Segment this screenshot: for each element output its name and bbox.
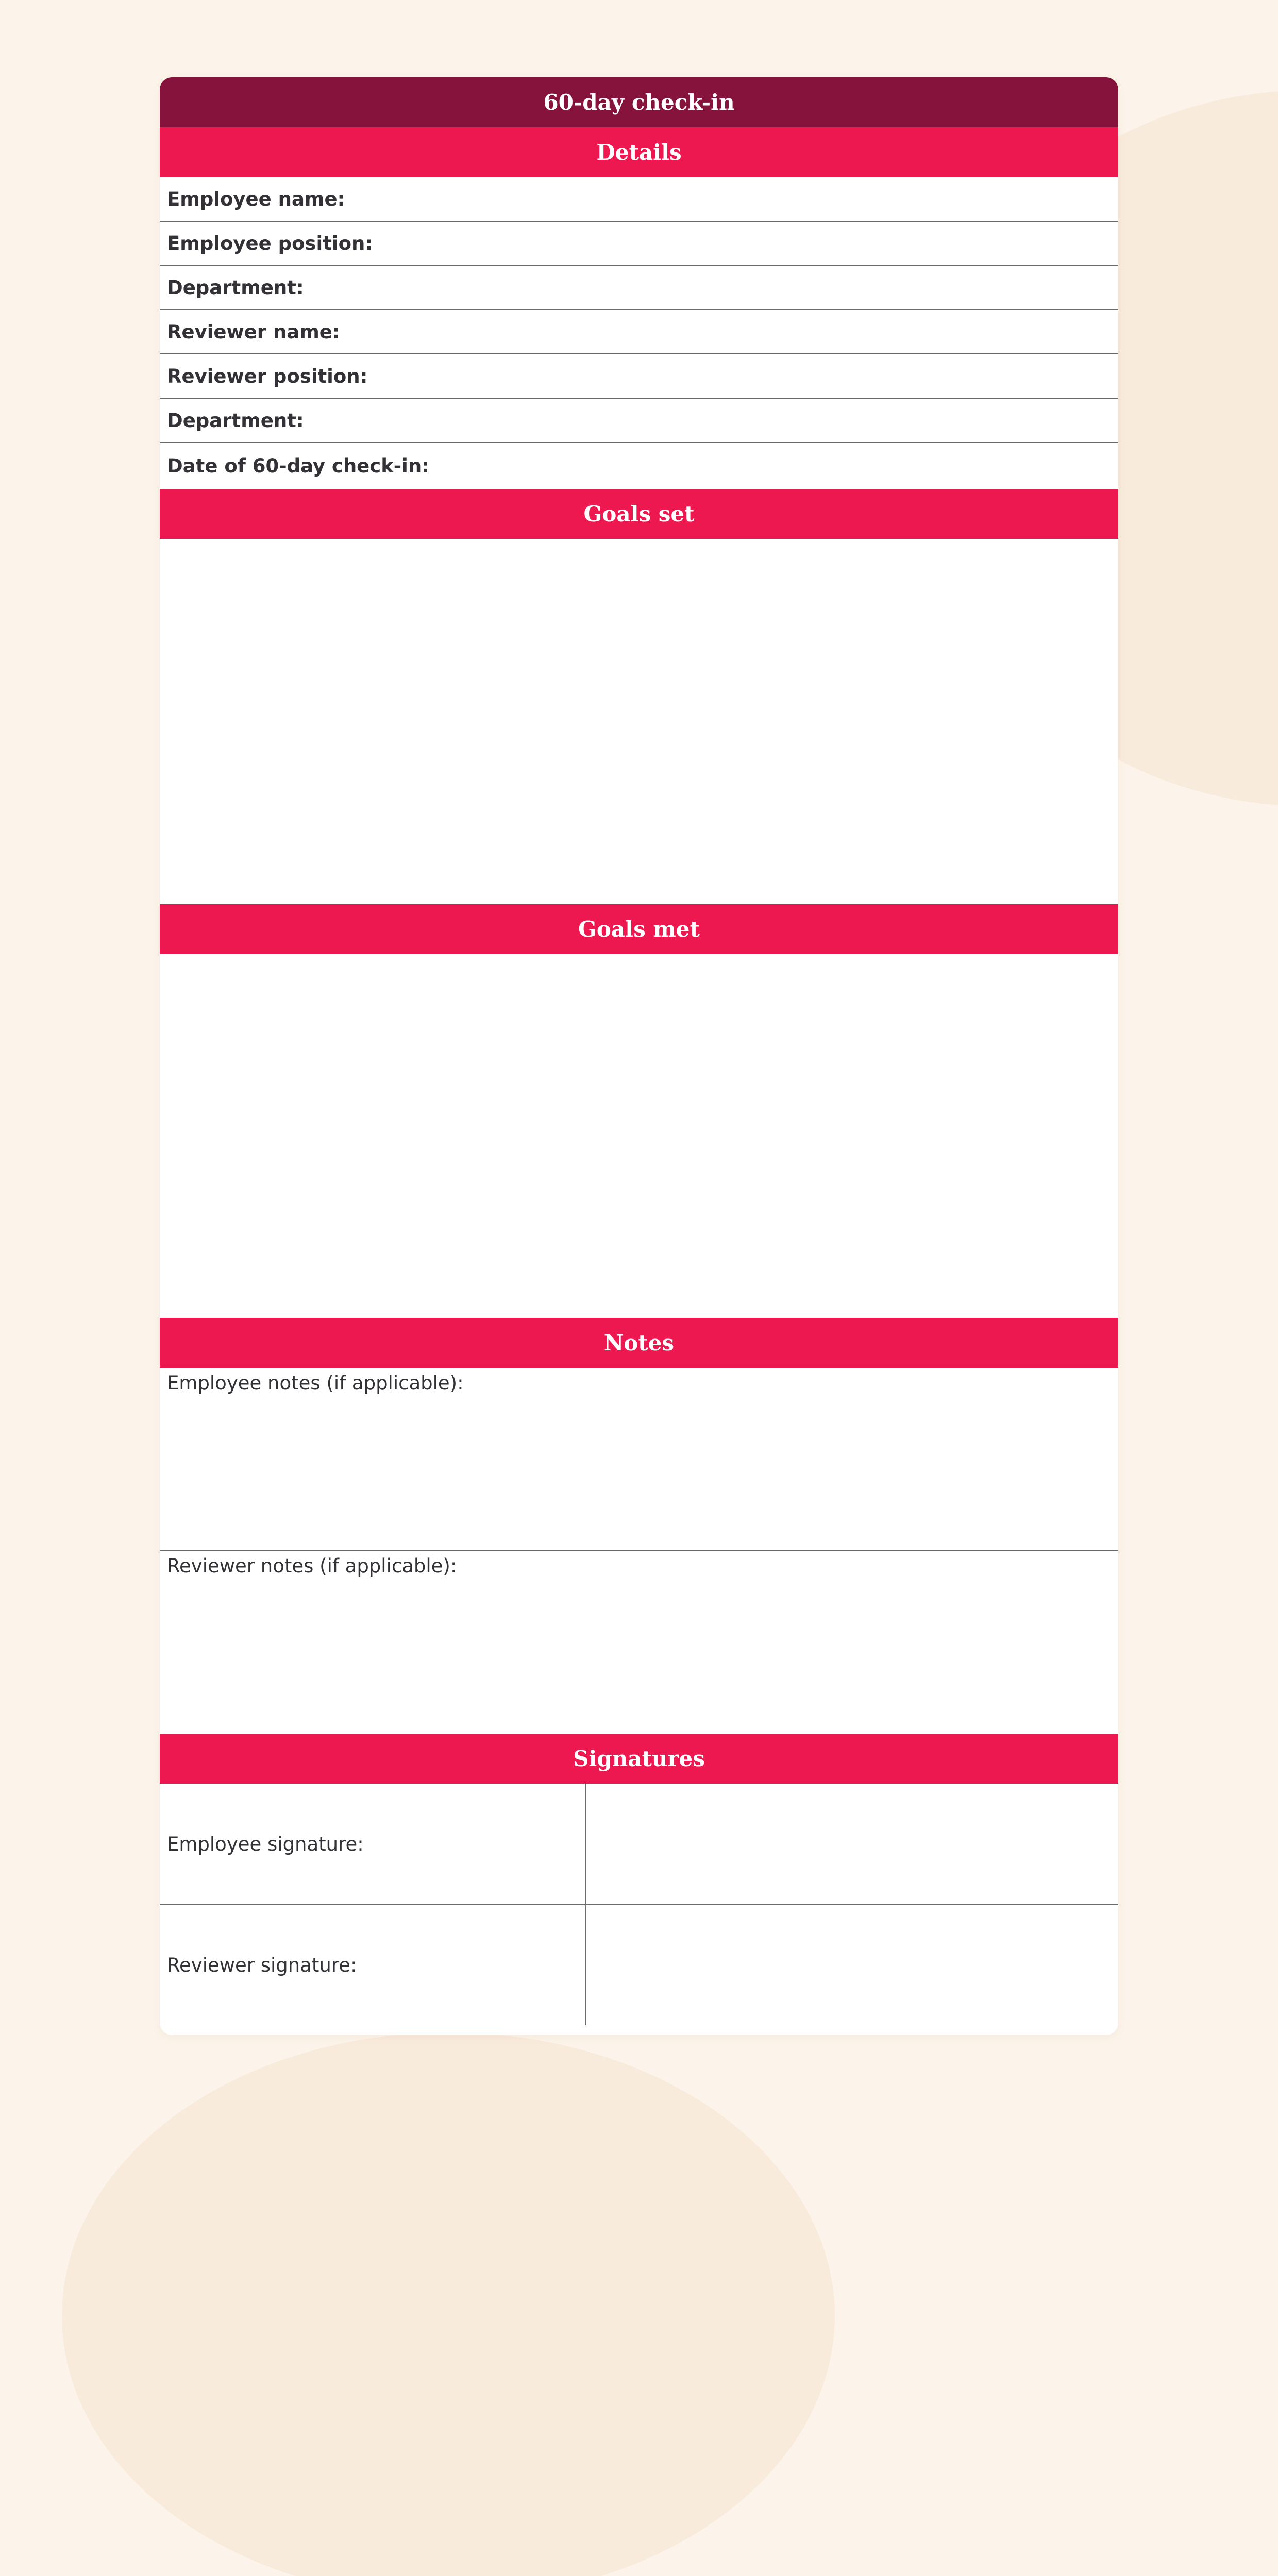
employee-position-label: Employee position: [167, 232, 373, 255]
background-shape-bottom [62, 2032, 835, 2576]
check-in-form [160, 77, 1118, 2035]
employee-name-label: Employee name: [167, 188, 345, 210]
employee-signature-field[interactable] [586, 1784, 1118, 1904]
reviewer-notes-area[interactable] [160, 1551, 1118, 1734]
reviewer-department-label: Department: [167, 409, 304, 432]
reviewer-name-field[interactable] [160, 310, 1118, 354]
employee-department-label: Department: [167, 276, 304, 299]
employee-signature-label: Employee signature: [160, 1784, 586, 1904]
goals-set-header: Goals set [160, 489, 1118, 539]
check-in-date-label: Date of 60-day check-in: [167, 455, 429, 477]
reviewer-department-field[interactable] [160, 399, 1118, 443]
signatures-header: Signatures [160, 1734, 1118, 1784]
form-title: 60-day check-in [160, 77, 1118, 127]
goals-set-area[interactable] [160, 539, 1118, 904]
notes-header: Notes [160, 1318, 1118, 1368]
reviewer-position-field[interactable] [160, 354, 1118, 399]
check-in-date-field[interactable] [160, 443, 1118, 489]
employee-name-field[interactable] [160, 177, 1118, 222]
details-header: Details [160, 127, 1118, 177]
employee-position-field[interactable] [160, 222, 1118, 266]
reviewer-position-label: Reviewer position: [167, 365, 368, 387]
reviewer-name-label: Reviewer name: [167, 320, 340, 343]
reviewer-signature-row [160, 1905, 1118, 2025]
employee-signature-row [160, 1784, 1118, 1905]
reviewer-signature-field[interactable] [586, 1905, 1118, 2025]
employee-notes-label: Employee notes (if applicable): [167, 1372, 464, 1394]
goals-met-area[interactable] [160, 954, 1118, 1318]
reviewer-signature-label: Reviewer signature: [160, 1905, 586, 2025]
employee-department-field[interactable] [160, 266, 1118, 310]
employee-notes-area[interactable] [160, 1368, 1118, 1551]
goals-met-header: Goals met [160, 904, 1118, 954]
reviewer-notes-label: Reviewer notes (if applicable): [167, 1555, 457, 1577]
